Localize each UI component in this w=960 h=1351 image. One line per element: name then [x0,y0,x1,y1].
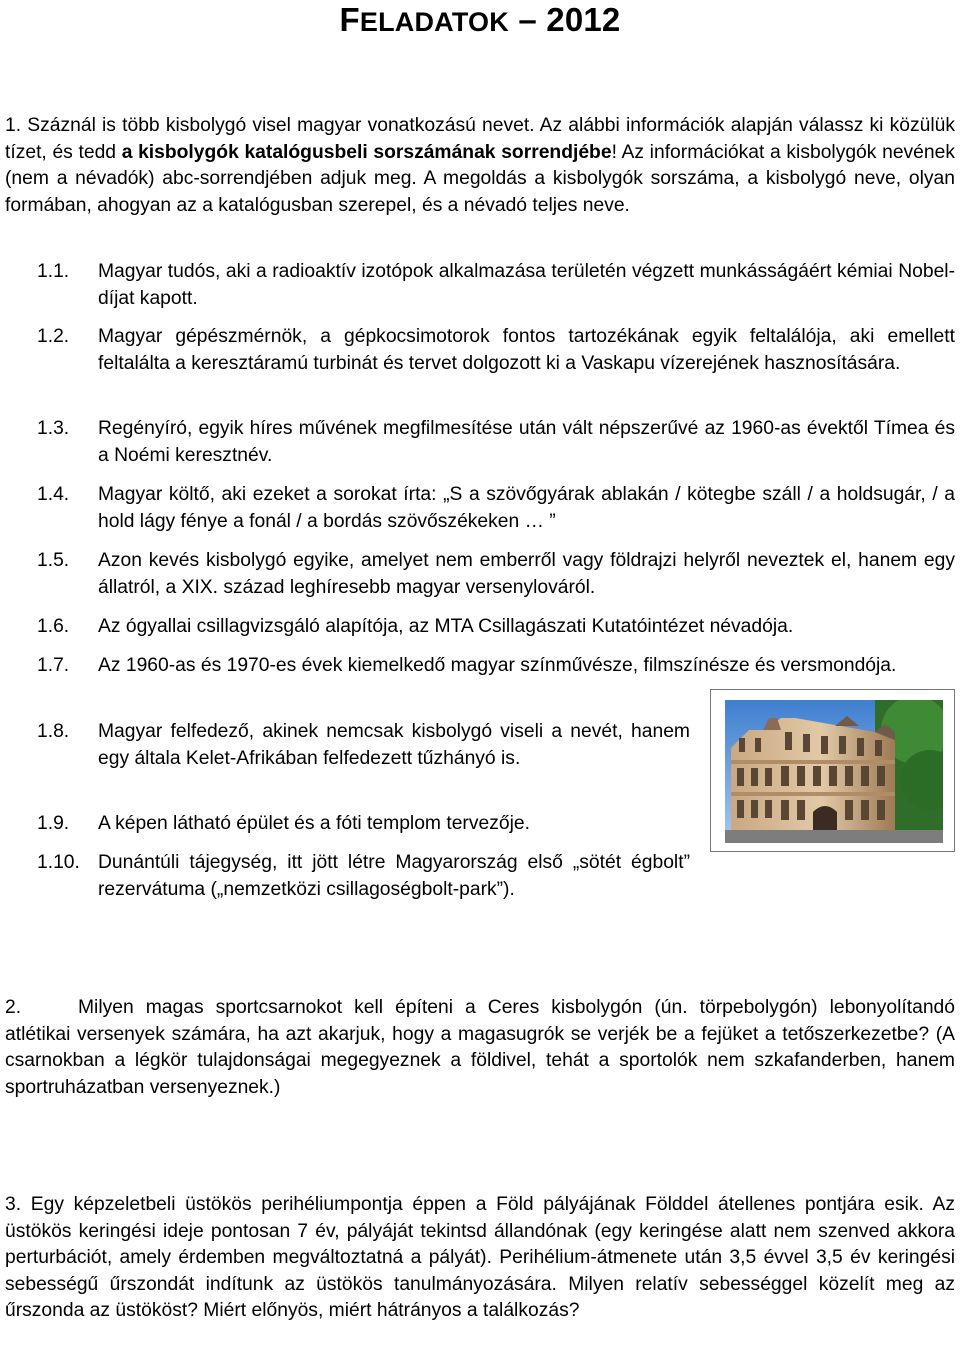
item-text: A képen látható épület és a fóti templom tervezője. [98,813,530,834]
list-item [37,324,955,377]
item-number: 1.5. [37,550,70,571]
question-3 [5,1192,955,1325]
question-2 [5,995,955,1101]
building-photo [710,689,955,852]
list-item [37,482,955,535]
question-1-intro [5,113,955,219]
item-number: 1.6. [37,616,70,637]
q2-number: 2. [5,997,22,1018]
item-text: Magyar felfedező, akinek nemcsak kisbolygó viseli a nevét, hanem egy általa Kelet-Afrikában felfedezett tűzhányó is. [98,721,690,769]
item-text: Az 1960-as és 1970-es évek kiemelkedő magyar színművésze, filmszínésze és versmondója. [98,655,897,676]
list-item [37,548,955,601]
item-text: Azon kevés kisbolygó egyike, amelyet nem emberről vagy földrajzi helyről neveztek el, hanem egy állatról, a XIX. század leghíresebb magyar versenylováról. [98,550,955,598]
item-number: 1.10. [37,852,80,873]
item-number: 1.9. [37,813,70,834]
list-item [37,850,690,903]
q2-text: Milyen magas sportcsarnokot kell építeni a Ceres kisbolygón (ún. törpebolygón) lebonyolítandó atlétikai versenyek számára, ha azt akarjuk, hogy a magasugrók se verjék be a fejüket a tetőszerkezetbe? (A csarnokban a légkör tulajdonságai megegyeznek a földivel, tehát a sportolók nem szkafanderben, hanem sportruházatban versenyeznek.) [5,997,955,1098]
item-number: 1.7. [37,655,70,676]
list-item [37,259,955,312]
item-text: Regényíró, egyik híres művének megfilmesítése után vált népszerűvé az 1960-as évektől Tímea és a Noémi keresztnév. [98,418,955,466]
item-number: 1.4. [37,484,70,505]
item-number: 1.3. [37,418,70,439]
title-first-letter: F [339,1,360,38]
item-number: 1.1. [37,261,70,282]
item-text: Magyar költő, aki ezeket a sorokat írta: „S a szövőgyárak ablakán / kötegbe száll / a holdsugár, / a hold lágy fénye a fonál / a bordás szövőszékeken … ” [98,484,955,532]
list-item [37,811,690,838]
item-text: Az ógyallai csillagvizsgáló alapítója, az MTA Csillagászati Kutatóintézet névadója. [98,616,794,637]
q1-intro-part1: 1. Száznál is több kisbolygó visel magyar vonatkozású nevet. Az alábbi információk alapján válassz ki közülük tízet, és tedd [5,115,955,163]
item-number: 1.2. [37,326,70,347]
item-number: 1.8. [37,721,70,742]
q3-text: 3. Egy képzeletbeli üstökös perihéliumpontja éppen a Föld pályájának Földdel átellenes pontjára esik. Az üstökös keringési ideje pontosan 7 év, pályáját tekintsd állandónak (egy keringése alatt nem szenved akkora perturbációt, amely érdemben megváltoztatná a pályát). Perihélium-átmenete után 3,5 évvel 3,5 év keringési sebességű űrszondát indítunk az üstökös tanulmányozására. Milyen relatív sebességgel közelít meg az űrszonda az üstököst? Miért előnyös, miért hátrányos a találkozás? [5,1194,955,1321]
list-item [37,416,955,469]
list-item [37,653,955,680]
list-item [37,719,690,772]
building-illustration [725,700,943,843]
item-text: Dunántúli tájegység, itt jött létre Magyarország első „sötét égbolt” rezervátuma („nemzetközi csillagoségbolt-park”). [98,852,690,900]
title-year: 2012 [546,1,621,38]
title-rest: ELADATOK [359,7,509,37]
page-title [0,2,960,40]
item-text: Magyar gépészmérnök, a gépkocsimotorok fontos tartozékának egyik feltalálója, aki emellett feltalálta a keresztáramú turbinát és tervet dolgozott ki a Vaskapu vízerejének hasznosítására. [98,326,955,374]
item-text: Magyar tudós, aki a radioaktív izotópok alkalmazása területén végzett munkásságáért kémiai Nobel-díjat kapott. [98,261,955,309]
list-item [37,614,955,641]
q1-intro-bold: a kisbolygók katalógusbeli sorszámának sorrendjébe [121,141,612,163]
q1-intro-part2: ! Az információkat a kisbolygók nevének (nem a névadók) abc-sorrendjében adjuk meg. A megoldás a kisbolygók sorszáma, a kisbolygó neve, olyan formában, ahogyan az a katalógusban szerepel, és a névadó teljes neve. [5,141,955,216]
title-dash: – [508,1,547,38]
